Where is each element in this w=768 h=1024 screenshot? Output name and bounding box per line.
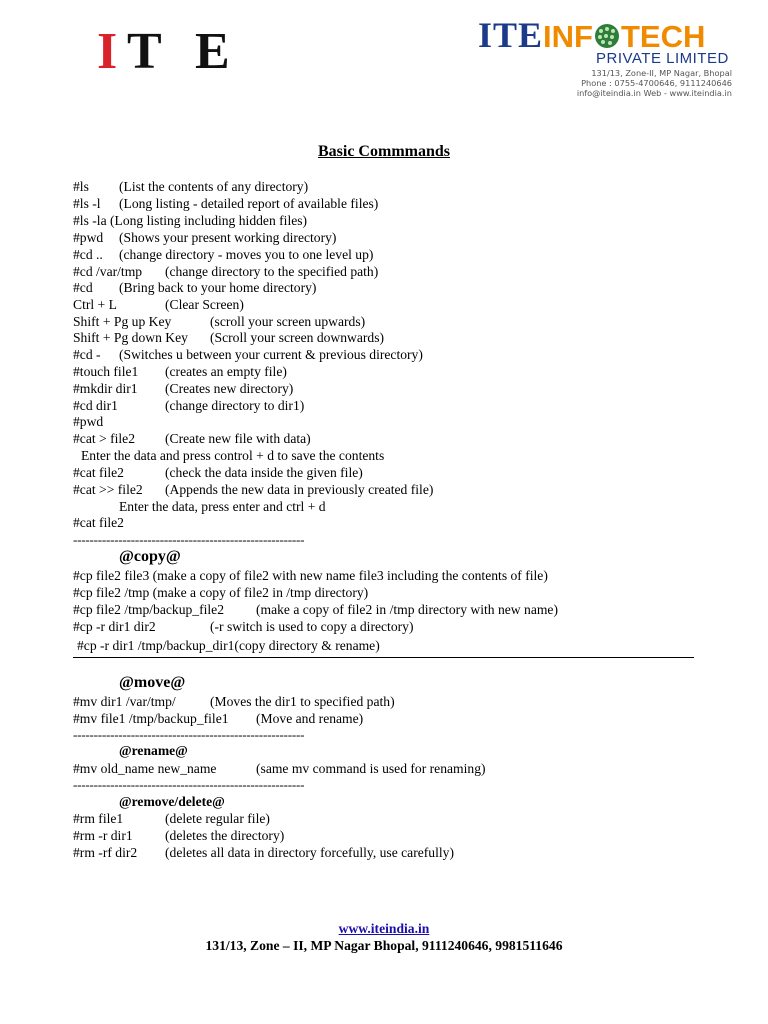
- command-text: #mkdir dir1: [73, 381, 138, 396]
- command-description: (Create new file with data): [165, 431, 311, 446]
- command-description: (Scroll your screen downwards): [210, 330, 385, 345]
- command-description: (make a copy of file2 in /tmp directory with new name): [256, 602, 558, 617]
- brand-subtitle: PRIVATE LIMITED: [596, 50, 729, 67]
- separator-line: --------------------------------------------------------: [73, 777, 305, 792]
- command-text: #cp file2 /tmp/backup_file2: [73, 602, 224, 617]
- command-text: Enter the data, press enter and ctrl + d: [119, 499, 326, 514]
- command-text: #cd dir1: [73, 398, 118, 413]
- command-text: #ls: [73, 179, 89, 194]
- command-text: #pwd: [73, 230, 104, 245]
- command-description: (change directory to the specified path): [165, 264, 379, 279]
- command-description: (Appends the new data in previously created file): [165, 482, 434, 497]
- svg-text:E: E: [195, 28, 230, 74]
- command-description: (check the data inside the given file): [165, 465, 363, 480]
- brand-ite-text: ITE: [478, 15, 544, 55]
- infotech-logo: [478, 6, 748, 106]
- separator-line: --------------------------------------------------------: [73, 532, 305, 547]
- command-description: (deletes the directory): [165, 828, 285, 843]
- command-description: (List the contents of any directory): [119, 179, 309, 194]
- command-description: (delete regular file): [165, 811, 270, 826]
- command-text: #cp file2 file3 (make a copy of file2 with new name file3 including the contents of file): [73, 568, 548, 583]
- command-text: #cd ..: [73, 247, 103, 262]
- command-description: (Switches u between your current & previous directory): [119, 347, 423, 362]
- brand-info-text: INF: [543, 19, 593, 54]
- page-title: Basic Commmands: [317, 143, 450, 160]
- command-text: #mv old_name new_name: [73, 761, 217, 776]
- command-description: (Creates new directory): [165, 381, 294, 396]
- command-text: #rm -rf dir2: [73, 845, 138, 860]
- command-text: #cat > file2: [73, 431, 136, 446]
- copy-heading: @copy@: [119, 548, 181, 565]
- command-text: #ls -la (Long listing including hidden files): [73, 213, 308, 228]
- command-text: Shift + Pg down Key: [73, 330, 188, 345]
- command-text: #cp file2 /tmp (make a copy of file2 in /tmp directory): [73, 585, 369, 600]
- command-text: #pwd: [73, 414, 104, 429]
- command-description: (Long listing - detailed report of available files): [119, 196, 379, 211]
- command-text: #mv file1 /tmp/backup_file1: [73, 711, 229, 726]
- command-text: Shift + Pg up Key: [73, 314, 172, 329]
- command-description: (-r switch is used to copy a directory): [210, 619, 414, 634]
- command-text: #cp -r dir1 /tmp/backup_dir1(copy directory & rename): [77, 638, 380, 653]
- command-text: #mv dir1 /var/tmp/: [73, 694, 176, 709]
- command-description: (Moves the dir1 to specified path): [210, 694, 395, 709]
- brand-contact: info@iteindia.in Web - www.iteindia.in: [576, 88, 732, 98]
- command-description: (same mv command is used for renaming): [256, 761, 486, 776]
- command-text: #rm file1: [73, 811, 124, 826]
- command-text: #cd -: [73, 347, 101, 362]
- remove-heading: @remove/delete@: [119, 794, 225, 809]
- command-description: (change directory to dir1): [165, 398, 305, 413]
- footer-website-link[interactable]: www.iteindia.in: [338, 921, 430, 936]
- command-text: #cat file2: [73, 465, 124, 480]
- command-text: #cd: [73, 280, 93, 295]
- command-text: #cat file2: [73, 515, 124, 530]
- brand-address: 131/13, Zone-II, MP Nagar, Bhopal: [591, 68, 732, 78]
- command-description: (scroll your screen upwards): [210, 314, 366, 329]
- move-heading: @move@: [119, 674, 186, 691]
- brand-phone: Phone : 0755-4700646, 9111240646: [581, 78, 732, 88]
- command-text: #cat >> file2: [73, 482, 143, 497]
- command-text: #ls -l: [73, 196, 101, 211]
- command-description: (change directory - moves you to one level up): [119, 247, 374, 262]
- brand-tech-text: TECH: [620, 19, 706, 54]
- command-description: (Shows your present working directory): [119, 230, 337, 245]
- svg-text:I: I: [97, 28, 118, 74]
- command-text: #cd /var/tmp: [73, 264, 143, 279]
- command-text: Ctrl + L: [73, 297, 117, 312]
- command-text: #touch file1: [73, 364, 139, 379]
- command-text: #rm -r dir1: [73, 828, 133, 843]
- footer-address: 131/13, Zone – II, MP Nagar Bhopal, 9111240646, 9981511646: [205, 938, 563, 953]
- separator-line: --------------------------------------------------------: [73, 727, 305, 742]
- command-description: (deletes all data in directory forcefully, use carefully): [165, 845, 454, 860]
- command-description: (Move and rename): [256, 711, 364, 726]
- svg-text:T: T: [127, 28, 162, 74]
- rename-heading: @rename@: [119, 743, 188, 758]
- horizontal-rule: [73, 657, 694, 658]
- ite-logo: [97, 28, 257, 79]
- command-description: (creates an empty file): [165, 364, 287, 379]
- command-description: (Bring back to your home directory): [119, 280, 317, 295]
- command-description: (Clear Screen): [165, 297, 244, 312]
- command-text: #cp -r dir1 dir2: [73, 619, 156, 634]
- command-text: Enter the data and press control + d to save the contents: [81, 448, 385, 463]
